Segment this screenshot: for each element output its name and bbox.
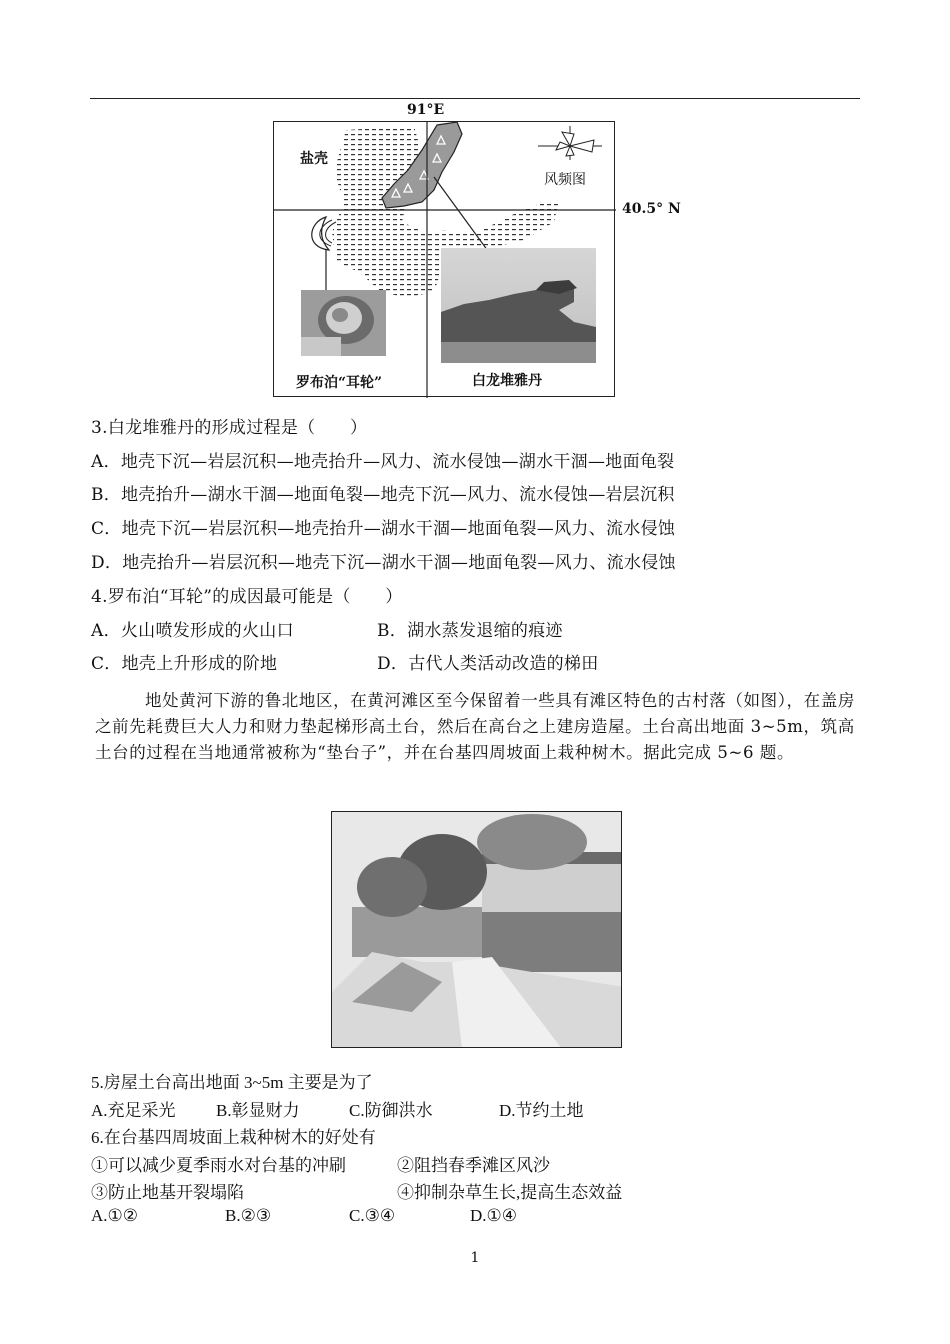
lop-nur-map: [273, 121, 615, 397]
q5-option-c: C.防御洪水: [349, 1101, 433, 1120]
q6-option-d: D.①④: [470, 1206, 518, 1225]
q6-item-3: ③防止地基开裂塌陷: [91, 1183, 244, 1202]
q6-item-2: ②阻挡春季滩区风沙: [397, 1156, 550, 1175]
q4-option-c: C．地壳上升形成的阶地: [91, 654, 278, 674]
q6-option-a: A.①②: [91, 1206, 139, 1225]
latitude-label: 40.5° N: [622, 201, 681, 217]
q4-stem: 4.罗布泊“耳轮”的成因最可能是（ ）: [91, 587, 403, 607]
q5-option-a: A.充足采光: [91, 1101, 176, 1120]
q4-option-d: D．古代人类活动改造的梯田: [377, 654, 599, 674]
page-number: 1: [470, 1250, 480, 1266]
salt-crust-label: 盐壳: [300, 151, 328, 167]
yardang-caption: 白龙堆雅丹: [472, 373, 542, 389]
village-photo: [331, 811, 622, 1048]
ear-ring-photo: [301, 290, 386, 356]
q6-option-c: C.③④: [349, 1206, 396, 1225]
passage-text: 地处黄河下游的鲁北地区，在黄河滩区至今保留着一些具有滩区特色的古村落（如图），在盖房之前先耗费巨大人力和财力垫起梯形高土台，然后在高台之上建房造屋。土台高出地面 3~5m，筑高土台的过程在当地通常被称为“垫台子”，并在台基四周坡面上栽种树木。据此完成 5~6 题。: [95, 691, 855, 762]
q4-option-b: B．湖水蒸发退缩的痕迹: [377, 621, 563, 641]
q3-option-c: C．地壳下沉—岩层沉积—地壳抬升—湖水干涸—地面龟裂—风力、流水侵蚀: [91, 519, 676, 539]
q5-option-d: D.节约土地: [499, 1101, 584, 1120]
longitude-label: 91°E: [407, 102, 445, 118]
wind-rose-label: 风频图: [544, 172, 586, 188]
yardang-photo: [441, 248, 596, 363]
passage: [95, 688, 865, 766]
q6-option-b: B.②③: [225, 1206, 272, 1225]
wind-rose: [538, 126, 602, 160]
q4-option-a: A．火山喷发形成的火山口: [91, 621, 294, 641]
q6-item-1: ①可以减少夏季雨水对台基的冲刷: [91, 1156, 346, 1175]
q3-option-a: A．地壳下沉—岩层沉积—地壳抬升—风力、流水侵蚀—湖水干涸—地面龟裂: [91, 452, 675, 472]
q5-option-b: B.彰显财力: [216, 1101, 300, 1120]
q3-option-b: B．地壳抬升—湖水干涸—地面龟裂—地壳下沉—风力、流水侵蚀—岩层沉积: [91, 485, 675, 505]
q5-stem: 5.房屋土台高出地面 3~5m 主要是为了: [91, 1073, 373, 1092]
q3-stem: 3.白龙堆雅丹的形成过程是（ ）: [91, 418, 368, 438]
q6-stem: 6.在台基四周坡面上栽种树木的好处有: [91, 1128, 376, 1147]
header-rule: [90, 98, 860, 99]
ear-ring-caption: 罗布泊“耳轮”: [296, 375, 383, 391]
q6-item-4: ④抑制杂草生长,提高生态效益: [397, 1183, 623, 1202]
q3-option-d: D．地壳抬升—岩层沉积—地壳下沉—湖水干涸—地面龟裂—风力、流水侵蚀: [91, 553, 676, 573]
